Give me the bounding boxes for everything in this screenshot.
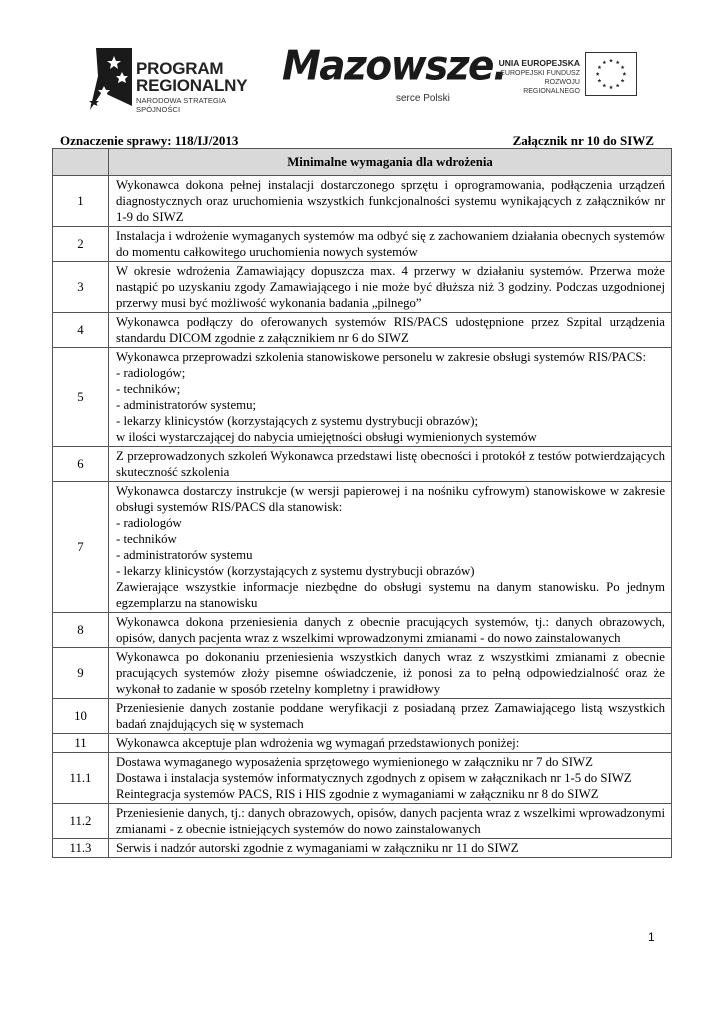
eu-star-icon <box>597 79 601 83</box>
row-text <box>109 262 672 313</box>
table-row <box>53 313 672 348</box>
row-number: 11.2 <box>53 804 109 839</box>
row-number: 8 <box>53 613 109 648</box>
mazowsze-wordmark: Mazowsze. <box>282 42 507 91</box>
page-number: 1 <box>648 930 655 944</box>
header-blank-cell <box>53 149 109 176</box>
row-text <box>109 734 672 753</box>
row-text-line: W okresie wdrożenia Zamawiający dopuszcza max. 4 przerwy w działaniu systemów. Przerwa może nastąpić po uzyskaniu zgody Zamawiającego i nie może być dłuższa niż 3 godziny. Podczas uzgodnionej przerwy musi być możliwość wykonania badania „pilnego” <box>116 264 665 310</box>
table-row <box>53 804 672 839</box>
row-text-line: - radiologów <box>116 516 182 530</box>
row-text-line: Przeniesienie danych, tj.: danych obrazowych, opisów, danych pacjenta wraz z wszelkimi wprowadzonymi zmianami - z obecnie istniejących systemów do nowo zainstalowanych <box>116 806 665 836</box>
row-text-line: Przeniesienie danych zostanie poddane weryfikacji z posiadaną przez Zamawiającego listą wszystkich badań znajdujących się w systemach <box>116 701 665 731</box>
table-row <box>53 447 672 482</box>
eu-star-icon <box>622 72 626 76</box>
table-row <box>53 482 672 613</box>
row-text-line: - administratorów systemu <box>116 548 253 562</box>
row-text-line: Wykonawca dostarczy instrukcje (w wersji papierowej i na nośniku cyfrowym) stanowiskowe w zakresie obsługi systemów RIS/PACS dla stanowisk: <box>116 484 665 514</box>
row-number: 10 <box>53 699 109 734</box>
row-text-line: - techników <box>116 532 177 546</box>
row-text-line: Dostawa wymaganego wyposażenia sprzętowego wymienionego w załączniku nr 7 do SIWZ <box>116 755 593 769</box>
eu-star-icon <box>609 59 613 63</box>
row-text-line: Serwis i nadzór autorski zgodnie z wymaganiami w załączniku nr 11 do SIWZ <box>116 841 519 855</box>
eu-star-icon <box>602 60 606 64</box>
table-row <box>53 176 672 227</box>
row-text-line: w ilości wystarczającej do nabycia umiejętności obsługi wymienionych systemów <box>116 430 537 444</box>
row-text <box>109 699 672 734</box>
row-number: 11 <box>53 734 109 753</box>
row-text-line: Wykonawca akceptuje plan wdrożenia wg wymagań przedstawionych poniżej: <box>116 736 520 750</box>
row-number: 11.3 <box>53 839 109 858</box>
table-row <box>53 753 672 804</box>
eu-star-icon <box>621 79 625 83</box>
row-text-line: Wykonawca podłączy do oferowanych systemów RIS/PACS udostępnione przez Szpital urządzenia standardu DICOM zgodnie z załącznikiem nr 6 do SIWZ <box>116 315 665 345</box>
row-text-line: - lekarzy klinicystów (korzystających z systemu dystrybucji obrazów) <box>116 564 475 578</box>
row-number: 1 <box>53 176 109 227</box>
mazowsze-logo <box>282 42 507 112</box>
program-flag-icon <box>88 46 134 112</box>
program-line2: REGIONALNY <box>136 76 248 95</box>
table-header-row <box>53 149 672 176</box>
row-text-line: Wykonawca dokona przeniesienia danych z obecnie pracujących systemów, tj.: danych obrazowych, opisów, danych pacjenta wraz z wszelkimi wprowadzonymi zmianami - do nowo zainstalowanych <box>116 615 665 645</box>
table-row <box>53 262 672 313</box>
table-row <box>53 648 672 699</box>
row-text <box>109 804 672 839</box>
program-line1: PROGRAM <box>136 59 224 78</box>
table-row <box>53 839 672 858</box>
requirements-table <box>52 148 672 858</box>
row-text <box>109 447 672 482</box>
row-text <box>109 753 672 804</box>
table-row <box>53 348 672 447</box>
eu-star-icon <box>596 72 600 76</box>
row-text <box>109 348 672 447</box>
eu-star-icon <box>609 85 613 89</box>
row-text-line: Wykonawca dokona pełnej instalacji dostarczonego sprzętu i oprogramowania, podłączenia urządzeń diagnostycznych oraz uruchomienia wszystkich funkcjonalności systemu wynikających z załączników nr 1-9 do SIWZ <box>116 178 665 224</box>
program-line3: NARODOWA STRATEGIA SPÓJNOŚCI <box>136 96 226 114</box>
row-text <box>109 648 672 699</box>
row-number: 6 <box>53 447 109 482</box>
row-text-line: Wykonawca przeprowadzi szkolenia stanowiskowe personelu w zakresie obsługi systemów RIS/PACS: <box>116 350 647 364</box>
table-row <box>53 734 672 753</box>
row-number: 5 <box>53 348 109 447</box>
program-regionalny-logo <box>88 46 263 112</box>
eu-star-icon <box>597 65 601 69</box>
case-number: Oznaczenie sprawy: 118/IJ/2013 <box>60 133 239 148</box>
row-text <box>109 482 672 613</box>
row-number: 4 <box>53 313 109 348</box>
row-text <box>109 313 672 348</box>
eu-star-icon <box>621 65 625 69</box>
row-text-line: - lekarzy klinicystów (korzystających z systemu dystrybucji obrazów); <box>116 414 479 428</box>
row-text-line: Wykonawca po dokonaniu przeniesienia wszystkich danych wraz z wszystkimi zmianami z obecnie pracujących systemów złoży pisemne oświadczenie, iż ponosi za to pełną odpowiedzialność oraz że wykonał to zadanie w sposób rzetelny kompletny i prawidłowy <box>116 650 665 696</box>
table-row <box>53 227 672 262</box>
eu-line1: UNIA EUROPEJSKA <box>498 58 580 68</box>
row-text <box>109 227 672 262</box>
row-text <box>109 839 672 858</box>
row-text-line: Dostawa i instalacja systemów informatycznych zgodnych z opisem w załącznikach nr 1-5 do SIWZ <box>116 771 632 785</box>
eu-flag-icon <box>585 52 637 96</box>
row-number: 2 <box>53 227 109 262</box>
eu-star-icon <box>616 60 620 64</box>
row-text <box>109 176 672 227</box>
eu-line3: ROZWOJU REGIONALNEGO <box>523 79 580 95</box>
row-text-line: Z przeprowadzonych szkoleń Wykonawca przedstawi listę obecności i protokół z testów potwierdzających skuteczność szkolenia <box>116 449 665 479</box>
attachment-label: Załącznik nr 10 do SIWZ <box>512 133 654 148</box>
row-text-line: Zawierające wszystkie informacje niezbędne do obsługi systemu na danym stanowisku. Po jednym egzemplarzu na stanowisku <box>116 580 665 610</box>
eu-line2: EUROPEJSKI FUNDUSZ <box>500 70 580 77</box>
eu-star-icon <box>616 83 620 87</box>
eu-star-icon <box>602 83 606 87</box>
mazowsze-subtitle: serce Polski <box>396 93 450 104</box>
row-number: 9 <box>53 648 109 699</box>
eu-logo <box>488 52 638 108</box>
row-number: 3 <box>53 262 109 313</box>
row-text-line: - techników; <box>116 382 181 396</box>
table-row <box>53 699 672 734</box>
table-row <box>53 613 672 648</box>
row-number: 7 <box>53 482 109 613</box>
logo-strip <box>0 44 724 116</box>
row-text-line: - administratorów systemu; <box>116 398 257 412</box>
row-number: 11.1 <box>53 753 109 804</box>
row-text-line: - radiologów; <box>116 366 186 380</box>
row-text-line: Instalacja i wdrożenie wymaganych systemów ma odbyć się z zachowaniem działania obecnych systemów do momentu całkowitego uruchomienia nowych systemów <box>116 229 665 259</box>
table-title: Minimalne wymagania dla wdrożenia <box>109 149 672 176</box>
row-text <box>109 613 672 648</box>
row-text-line: Reintegracja systemów PACS, RIS i HIS zgodnie z wymaganiami w załączniku nr 8 do SIWZ <box>116 787 599 801</box>
